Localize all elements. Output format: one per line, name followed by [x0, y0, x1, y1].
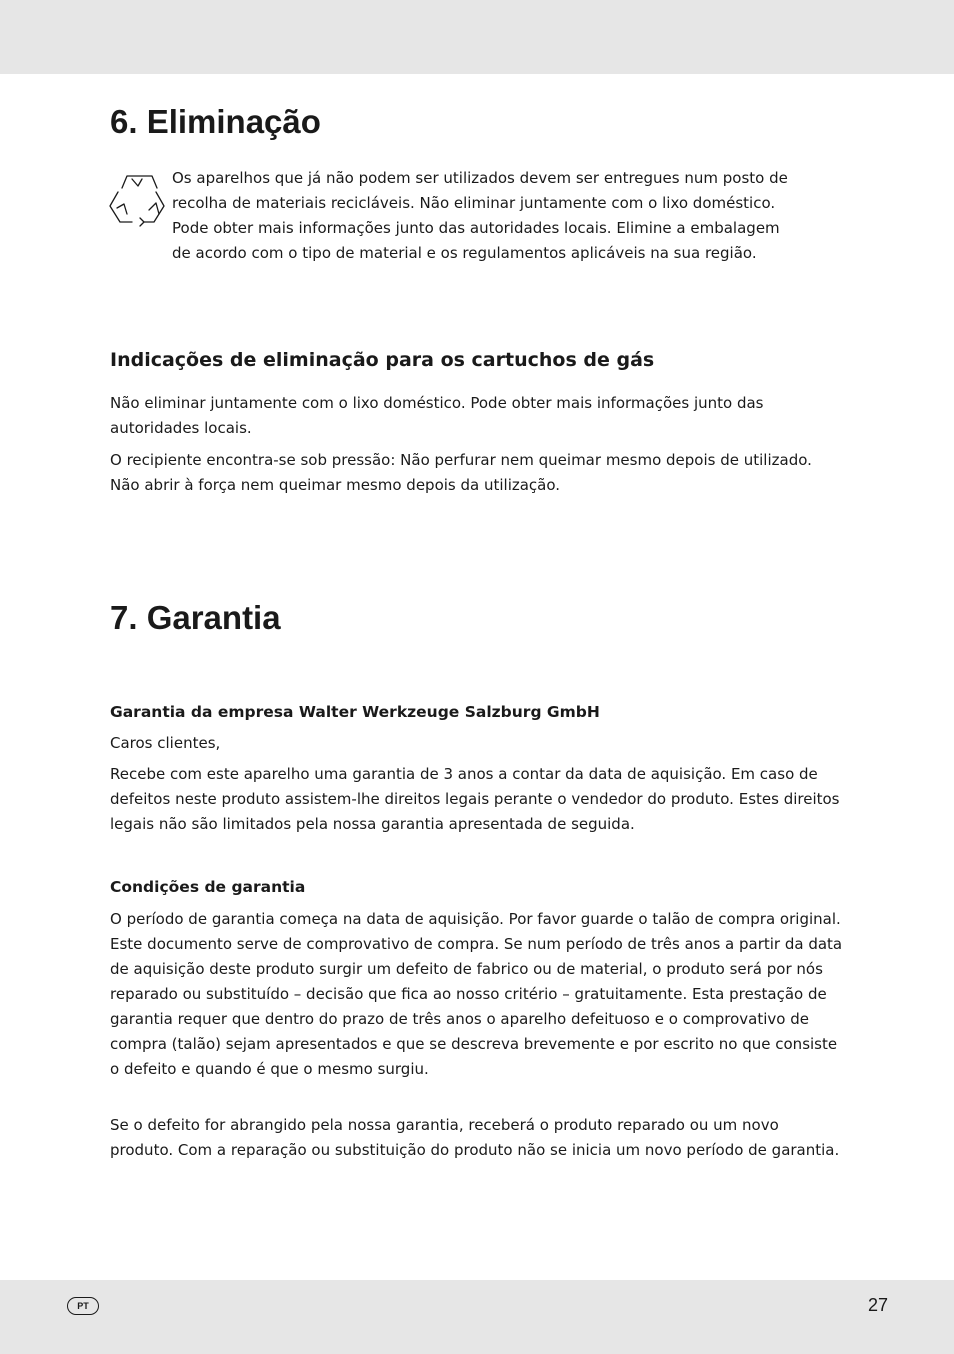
gas-cartridge-paragraph: Não eliminar juntamente com o lixo doméstico. Pode obter mais informações junto das autoridades locais. — [110, 394, 764, 437]
page-number: 27 — [867, 1295, 888, 1315]
warranty-conditions-heading: Condições de garantia — [110, 878, 306, 896]
warranty-intro-paragraph: Recebe com este aparelho uma garantia de 3 anos a contar da data de aquisição. Em caso de defeitos neste produto assistem-lhe direitos legais perante o vendedor do produto. Estes direitos legais não são limitados pela nossa garantia apresentada de seguida. — [110, 765, 840, 833]
header-band — [0, 0, 954, 74]
footer-band — [0, 1280, 954, 1354]
warranty-conditions-paragraph: O período de garantia começa na data de aquisição. Por favor guarde o talão de compra original. Este documento serve de comprovativo de compra. Se num período de três anos a partir da data de aquisição deste produto surgir um defeito de fabrico ou de material, o produto será por nós reparado ou substituído – decisão que fica ao nosso critério – gratuitamente. Esta prestação de garantia requer que dentro do prazo de três anos o aparelho defeituoso e o comprovativo de compra (talão) sejam apresentados e que se descreva brevemente e por escrito no que consiste o defeito e quando é que o mesmo surgiu. — [110, 910, 843, 1078]
recycle-icon — [108, 170, 166, 228]
section-7-title: 7. Garantia — [110, 599, 281, 636]
greeting-text: Caros clientes, — [110, 734, 221, 752]
disposal-intro-text: Os aparelhos que já não podem ser utilizados devem ser entregues num posto de recolha de materiais recicláveis. Não eliminar juntamente com o lixo doméstico. Pode obter mais informações junto das autoridades locais. Elimine a embalagem de acordo com o tipo de material e os regulamentos aplicáveis na sua região. — [172, 169, 788, 262]
language-badge: PT — [67, 1297, 99, 1315]
warranty-conditions-paragraph: Se o defeito for abrangido pela nossa garantia, receberá o produto reparado ou um novo produto. Com a reparação ou substituição do produto não se inicia um novo período de garantia. — [110, 1116, 840, 1159]
gas-cartridge-paragraph: O recipiente encontra-se sob pressão: Não perfurar nem queimar mesmo depois de utilizado. Não abrir à força nem queimar mesmo depois da utilização. — [110, 451, 812, 494]
company-warranty-heading: Garantia da empresa Walter Werkzeuge Salzburg GmbH — [110, 703, 600, 721]
gas-cartridge-heading: Indicações de eliminação para os cartuchos de gás — [110, 349, 655, 371]
section-6-title: 6. Eliminação — [110, 103, 321, 140]
